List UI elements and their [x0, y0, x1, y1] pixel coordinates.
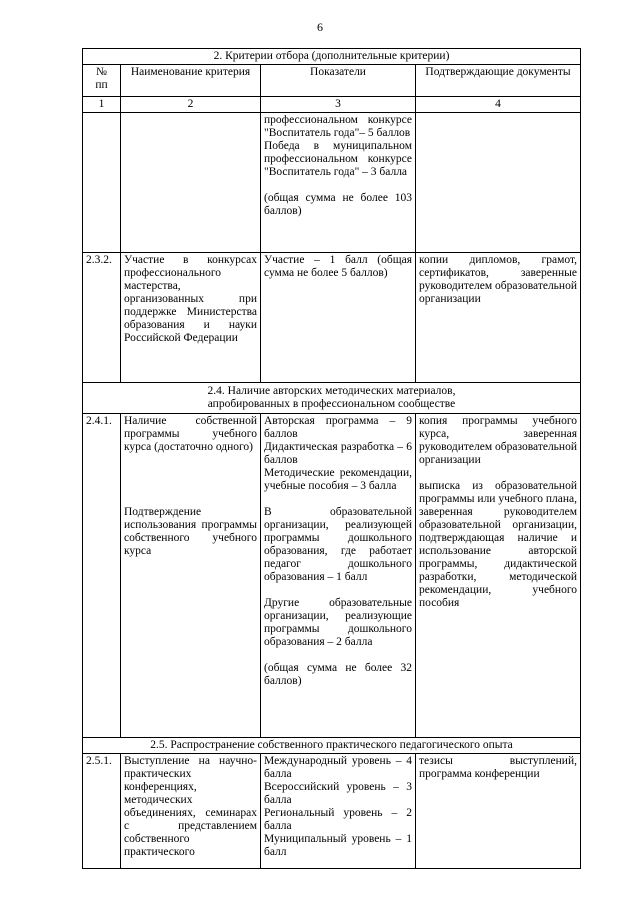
row-2-4-1-docs-1: копия программы учебного курса, заверенная руководителем образовательной организации [419, 415, 577, 466]
row-2-5-1-ind-1: Международный уровень – 4 балла [264, 755, 412, 780]
section-2-4-row [83, 383, 581, 414]
row-2-5-1-ind-2: Всероссийский уровень – 3 балла [264, 781, 412, 806]
header-no [83, 65, 121, 97]
row-2-4-1-no: 2.4.1. [83, 414, 121, 738]
section-2-4-title: 2.4. Наличие авторских методических материалов, апробированных в профессиональном сообществе [83, 383, 581, 414]
row-2-5-1-ind-3: Региональный уровень – 2 балла [264, 807, 412, 832]
row-2-4-1-ind-5: Другие образовательные организации, реализующие программы дошкольного образования – 2 балла [264, 597, 412, 648]
header-name: Наименование критерия [121, 65, 261, 97]
page-number: 6 [317, 20, 323, 34]
header-docs: Подтверждающие документы [416, 65, 581, 97]
row-2-4-1-docs-2: выписка из образовательной программы или учебного плана, заверенная руководителем образовательной организации, подтверждающая наличие и использование авторской программы, дидактической разработки, методической рекомендации, учебного пособия [419, 480, 577, 609]
header-row [83, 65, 581, 97]
row-2-5-1 [83, 754, 581, 869]
row-2-3-2-no: 2.3.2. [83, 253, 121, 383]
continuation-row [83, 113, 581, 253]
cont-indicator-2: Победа в муниципальном профессиональном конкурсе "Воспитатель года" – 3 балла [264, 140, 412, 178]
row-2-4-1-docs [416, 414, 581, 738]
header-indicators: Показатели [261, 65, 416, 97]
row-2-3-2 [83, 253, 581, 383]
section-2-title: 2. Критерии отбора (дополнительные критерии) [83, 49, 581, 65]
row-2-4-1-name-1: Наличие собственной программы учебного курса (достаточно одного) [124, 415, 257, 453]
row-2-4-1-name-2: Подтверждение использования программы собственного учебного курса [124, 506, 257, 557]
row-2-4-1-ind-3: Методические рекомендации, учебные пособия – 3 балла [264, 467, 412, 492]
col-number-1: 1 [83, 97, 121, 113]
row-2-3-2-name: Участие в конкурсах профессионального мастерства, организованных при поддержке Министерства образования и науки Российской Федерации [121, 253, 261, 383]
cont-name [121, 113, 261, 253]
row-2-5-1-name: Выступление на научно-практических конференциях, методических объединениях, семинарах с представлением собственного практического [121, 754, 261, 869]
header-no-sign: № пп [95, 66, 108, 91]
section-2-5-title: 2.5. Распространение собственного практического педагогического опыта [83, 738, 581, 754]
row-2-4-1-ind-4: В образовательной организации, реализующей программы дошкольного образования, где работает педагог дошкольного образования – 1 балл [264, 506, 412, 583]
cont-docs [416, 113, 581, 253]
cont-indicator-1: профессиональном конкурсе "Воспитатель года"– 5 баллов [264, 114, 412, 139]
row-2-4-1-ind-6: (общая сумма не более 32 баллов) [264, 662, 412, 687]
row-2-3-2-docs: копии дипломов, грамот, сертификатов, заверенные руководителем образовательной организации [416, 253, 581, 383]
cont-indicators [261, 113, 416, 253]
section-2-5-row [83, 738, 581, 754]
row-2-4-1-ind-1: Авторская программа – 9 баллов [264, 415, 412, 440]
row-2-5-1-ind-4: Муниципальный уровень – 1 балл [264, 833, 412, 858]
row-2-4-1-name [121, 414, 261, 738]
row-2-5-1-no: 2.5.1. [83, 754, 121, 869]
row-2-5-1-indicators [261, 754, 416, 869]
column-numbers-row [83, 97, 581, 113]
criteria-table [82, 48, 581, 869]
row-2-5-1-docs: тезисы выступлений, программа конференции [416, 754, 581, 869]
row-2-4-1 [83, 414, 581, 738]
section-2-row [83, 49, 581, 65]
cont-no [83, 113, 121, 253]
col-number-2: 2 [121, 97, 261, 113]
row-2-4-1-ind-2: Дидактическая разработка – 6 баллов [264, 441, 412, 466]
col-number-3: 3 [261, 97, 416, 113]
col-number-4: 4 [416, 97, 581, 113]
cont-indicator-3: (общая сумма не более 103 баллов) [264, 192, 412, 217]
row-2-3-2-indicators: Участие – 1 балл (общая сумма не более 5 баллов) [261, 253, 416, 383]
row-2-4-1-indicators [261, 414, 416, 738]
